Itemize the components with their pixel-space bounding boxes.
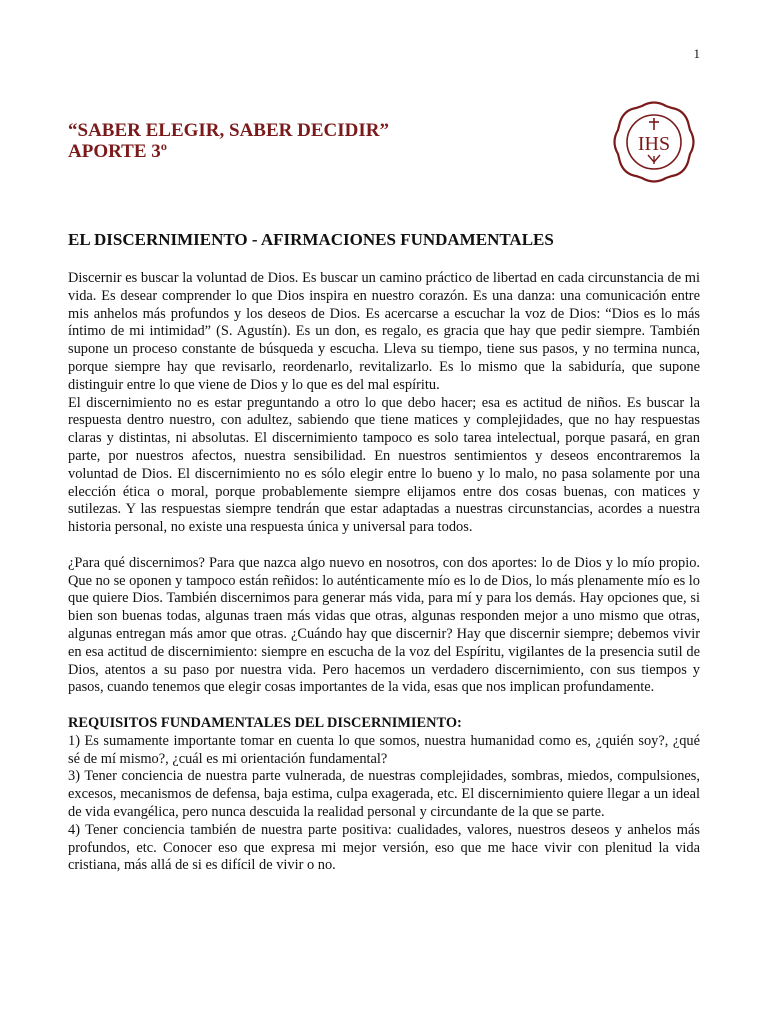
paragraph-3: ¿Para qué discernimos? Para que nazca algo nuevo en nosotros, con dos aportes: lo de Dios y lo mío propio. Que no se oponen y tampoco están reñidos: lo auténticamente mío es lo de Dios, lo más plenamente mío es lo que quiere Dios. También discernimos para generar más vida, para mí y para los demás. Hay opciones que, si bien son buenas todas, algunas traen más vidas que otras, algunas responden mejor a uno mismo que otras, algunas entregan más amor que otras. ¿Cuándo hay que discernir? Hay que discernir siempre; debemos vivir en esa actitud de discernimiento: siempre en escucha de la voz del Espíritu, vigilantes de la presencia sutil de Dios, atentos a su paso por nuestra vida. Pero hacemos un verdadero discernimiento, con sus tiempos y pasos, cuando tenemos que elegir cosas importantes de la vida, esas que nos implican profundamente. xyxy=(68,554,700,696)
requisito-4: 4) Tener conciencia también de nuestra parte positiva: cualidades, valores, nuestros deseos y anhelos más profundos, etc. Conocer eso que expresa mi mejor versión, eso que me hace vivir con plenitud la vida cristiana, más allá de si es difícil de vivir o no. xyxy=(68,821,700,874)
page-number: 1 xyxy=(693,46,700,61)
ihs-seal-icon xyxy=(612,100,696,184)
requisitos-heading: REQUISITOS FUNDAMENTALES DEL DISCERNIMIENTO: xyxy=(68,714,462,731)
document-title xyxy=(68,120,389,162)
paragraph-2: El discernimiento no es estar preguntando a otro lo que debo hacer; esa es actitud de niños. Es buscar la respuesta dentro nuestro, con adultez, sabiendo que tiene matices y complejidades, que no hay respuestas claras y distintas, ni absolutas. El discernimiento tampoco es solo tarea intelectual, porque pasará, en gran parte, por nuestros afectos, nuestra sensibilidad. En nuestros sentimientos y deseos encontraremos la voluntad de Dios. El discernimiento no es sólo elegir entre lo bueno y lo malo, no pasa solamente por una elección ética o moral, porque probablemente siempre elijamos entre dos cosas buenas, con matices y sutilezas. Y las respuestas siempre tendrán que estar adaptadas a nuestras circunstancias, acordes a nuestra historia personal, no existe una respuesta única y universal para todos. xyxy=(68,394,700,536)
title-line-2: APORTE 3º xyxy=(68,141,168,162)
paragraph-1: Discernir es buscar la voluntad de Dios. Es buscar un camino práctico de libertad en cada circunstancia de mi vida. Es desear comprender lo que Dios inspira en nuestro corazón. Es una danza: una comunicación entre mis anhelos más profundos y los deseos de Dios. Es acercarse a escuchar la voz de Dios: “Dios es lo más íntimo de mi intimidad” (S. Agustín). Es un don, es regalo, es gracia que hay que pedir siempre. También supone un proceso constante de búsqueda y escucha. Lleva su tiempo, tiene sus pasos, y no termina nunca, porque siempre hay que revisarlo, reordenarlo, revitalizarlo. Es lo mismo que la sabiduría, que supone distinguir entre lo que viene de Dios y lo que es del mal espíritu. xyxy=(68,270,700,393)
paragraph-gap xyxy=(68,537,700,555)
seal-text: IHS xyxy=(637,133,671,155)
body-text xyxy=(68,270,700,875)
paragraph-gap xyxy=(68,697,700,715)
section-heading: EL DISCERNIMIENTO - AFIRMACIONES FUNDAMENTALES xyxy=(68,230,554,249)
title-line-1: “SABER ELEGIR, SABER DECIDIR” xyxy=(68,120,389,141)
requisito-1: 1) Es sumamente importante tomar en cuenta lo que somos, nuestra humanidad como es, ¿quién soy?, ¿qué sé de mí mismo?, ¿cuál es mi orientación fundamental? xyxy=(68,732,700,767)
requisito-3: 3) Tener conciencia de nuestra parte vulnerada, de nuestras complejidades, sombras, miedos, compulsiones, excesos, mecanismos de defensa, baja estima, culpa exagerada, etc. El discernimiento quiere llegar a un ideal de vida evangélica, pero nunca descuida la realidad personal y circundante de la que se parte. xyxy=(68,768,700,820)
